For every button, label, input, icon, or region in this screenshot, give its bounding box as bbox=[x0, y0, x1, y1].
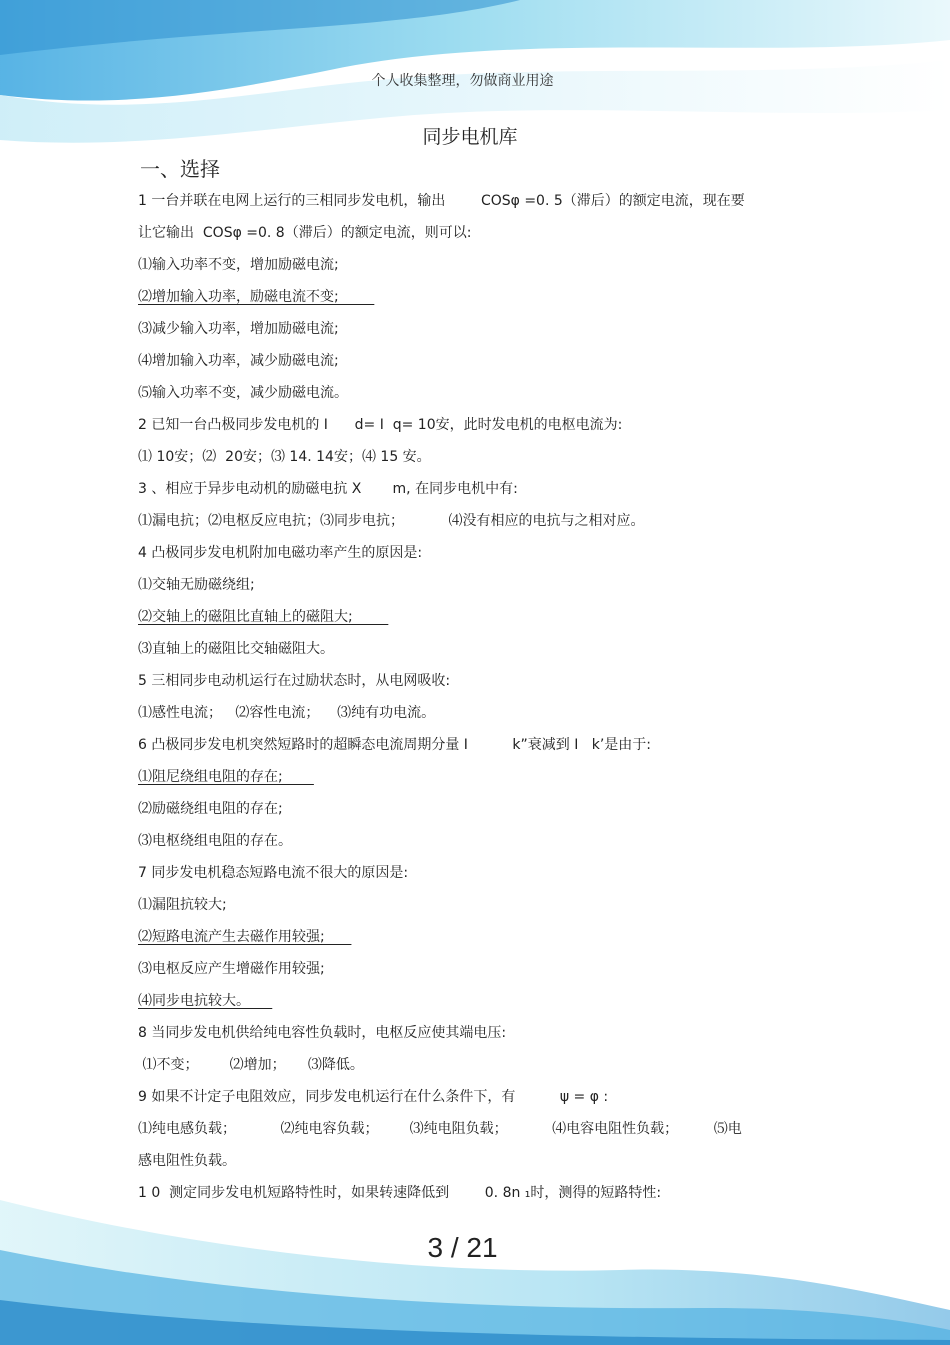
text-line: 7 同步发电机稳态短路电流不很大的原因是: bbox=[138, 865, 409, 881]
text-line: 9 如果不计定子电阻效应，同步发电机运行在什么条件下，有 ψ = φ : bbox=[138, 1089, 609, 1105]
text-line: 2 已知一台凸极同步发电机的 I d= I q= 10安，此时发电机的电枢电流为: bbox=[138, 417, 623, 433]
text-line: 让它输出 COSφ =0. 8（滞后）的额定电流，则可以: bbox=[138, 225, 472, 241]
text-line: ⑶电枢绕组电阻的存在。 bbox=[138, 833, 292, 849]
text-line: ⑴纯电感负载； ⑵纯电容负载； ⑶纯电阻负载； ⑷电容电阻性负载； ⑸电 bbox=[138, 1121, 742, 1137]
text-line: ⑵励磁绕组电阻的存在; bbox=[138, 801, 283, 817]
bottom-wave-decoration bbox=[0, 1190, 950, 1345]
text-line: ⑴感性电流； ⑵容性电流； ⑶纯有功电流。 bbox=[138, 705, 436, 721]
section-title: 一、选择 bbox=[140, 157, 220, 181]
text-line: ⑴阻尼绕组电阻的存在; bbox=[138, 769, 314, 785]
page-number: 3 / 21 bbox=[427, 1232, 498, 1263]
document-title: 同步电机库 bbox=[422, 126, 518, 148]
text-line: 4 凸极同步发电机附加电磁功率产生的原因是: bbox=[138, 545, 423, 561]
text-line: ⑴ 10安；⑵ 20安；⑶ 14. 14安；⑷ 15 安。 bbox=[138, 449, 431, 465]
text-line: ⑴交轴无励磁绕组; bbox=[138, 577, 255, 593]
text-line: ⑵短路电流产生去磁作用较强; bbox=[138, 929, 352, 945]
header-note: 个人收集整理，勿做商业用途 bbox=[371, 73, 554, 89]
text-line: ⑴不变； ⑵增加； ⑶降低。 bbox=[138, 1057, 364, 1073]
text-line: ⑶直轴上的磁阻比交轴磁阻大。 bbox=[138, 641, 334, 657]
text-line: ⑵增加输入功率，励磁电流不变; bbox=[138, 289, 375, 305]
text-line: ⑷同步电抗较大。 bbox=[138, 993, 273, 1009]
text-line: ⑵交轴上的磁阻比直轴上的磁阻大; bbox=[138, 609, 389, 625]
text-line: 3 、相应于异步电动机的励磁电抗 X m, 在同步电机中有: bbox=[138, 481, 518, 497]
text-line: ⑴漏电抗；⑵电枢反应电抗；⑶同步电抗； ⑷没有相应的电抗与之相对应。 bbox=[138, 513, 645, 529]
text-line: ⑶减少输入功率，增加励磁电流; bbox=[138, 321, 339, 337]
text-line: ⑸输入功率不变，减少励磁电流。 bbox=[138, 385, 348, 401]
text-line: 1 0 测定同步发电机短路特性时，如果转速降低到 0. 8n ₁时，测得的短路特性: bbox=[138, 1185, 662, 1201]
text-line: ⑶电枢反应产生增磁作用较强; bbox=[138, 961, 325, 977]
text-line: ⑷增加输入功率，减少励磁电流; bbox=[138, 353, 339, 369]
text-line: 感电阻性负载。 bbox=[138, 1153, 236, 1169]
text-line: 5 三相同步电动机运行在过励状态时，从电网吸收: bbox=[138, 673, 451, 689]
text-line: 1 一台并联在电网上运行的三相同步发电机，输出 COSφ =0. 5（滞后）的额定电流，现在要 bbox=[138, 193, 745, 209]
text-line: ⑴输入功率不变，增加励磁电流; bbox=[138, 257, 339, 273]
text-line: ⑴漏阻抗较大; bbox=[138, 897, 227, 913]
text-line: 6 凸极同步发电机突然短路时的超瞬态电流周期分量 I k”衰减到 I k’是由于: bbox=[138, 737, 652, 753]
text-line: 8 当同步发电机供给纯电容性负载时，电枢反应使其端电压: bbox=[138, 1025, 507, 1041]
